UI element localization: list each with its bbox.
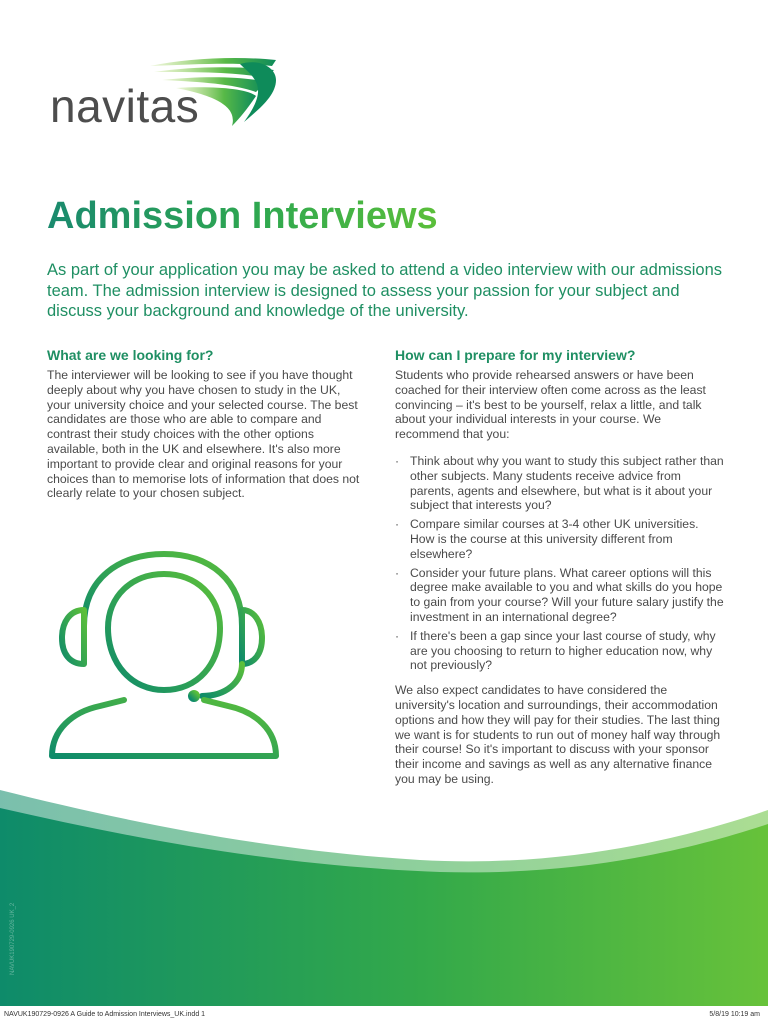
footer-file-name: NAVUK190729-0926 A Guide to Admission Interviews_UK.indd 1: [4, 1011, 206, 1018]
intro-paragraph: As part of your application you may be asked to attend a video interview with our admissions team. The admission interview is designed to assess your passion for your subject and discuss your background and knowledge of the university.: [47, 261, 723, 320]
headset-person-icon: [48, 548, 288, 763]
bullet-icon: ·: [395, 565, 400, 580]
list-item: [395, 629, 725, 673]
left-body-text: The interviewer will be looking to see if you have thought deeply about why you have chosen to study in the UK, your university choice and your selected course. The best candidates are those who are able to compare and contrast their study choices with the other options available, both in the UK and elsewhere. It's also more important to provide clear and original reasons for your choices than to memorise lots of information that does not clearly relate to your chosen subject.: [47, 368, 360, 501]
list-item-text: Consider your future plans. What career options will this degree make available to you and what skills do you hope to gain from your course? Will your future salary justify the investment in an international degree?: [410, 565, 724, 624]
side-code-text: NAVUK190729-0926 UK_2: [10, 902, 16, 975]
right-column: [395, 368, 725, 787]
bullet-icon: ·: [395, 453, 400, 468]
list-item: [395, 517, 725, 561]
left-heading: What are we looking for?: [47, 347, 214, 363]
decorative-wave: [0, 780, 768, 1010]
recommendation-list: [395, 454, 725, 673]
list-item: [395, 454, 725, 513]
logo-wordmark: navitas: [50, 80, 200, 132]
list-item-text: Think about why you want to study this subject rather than other subjects. Many students receive advice from parents, agents and elsewhere, but what is it about your subject that interests you?: [410, 453, 724, 513]
list-item: [395, 566, 725, 625]
right-heading: How can I prepare for my interview?: [395, 347, 636, 363]
list-item-text: Compare similar courses at 3-4 other UK universities. How is the course at this university different from elsewhere?: [410, 517, 699, 561]
footer-timestamp: 5/8/19 10:19 am: [709, 1011, 760, 1018]
right-intro-text: Students who provide rehearsed answers or have been coached for their interview often come across as the least convincing – it's best to be yourself, relax a little, and talk about your individual interests in your course. We recommend that you:: [395, 368, 706, 442]
right-outro-text: We also expect candidates to have considered the university's location and surroundings, their accommodation options and how they will pay for their studies. The last thing we want is for students to run out of money half way through their course! So it's important to discuss with your sponsor their income and savings as well as any alternative finance you may be using.: [395, 683, 721, 786]
list-item-text: If there's been a gap since your last course of study, why are you choosing to return to higher education now, why not previously?: [410, 628, 716, 673]
bullet-icon: ·: [395, 628, 400, 643]
swoosh-logo-icon: [148, 52, 278, 130]
page-title: Admission Interviews: [47, 192, 438, 240]
bullet-icon: ·: [395, 517, 400, 532]
